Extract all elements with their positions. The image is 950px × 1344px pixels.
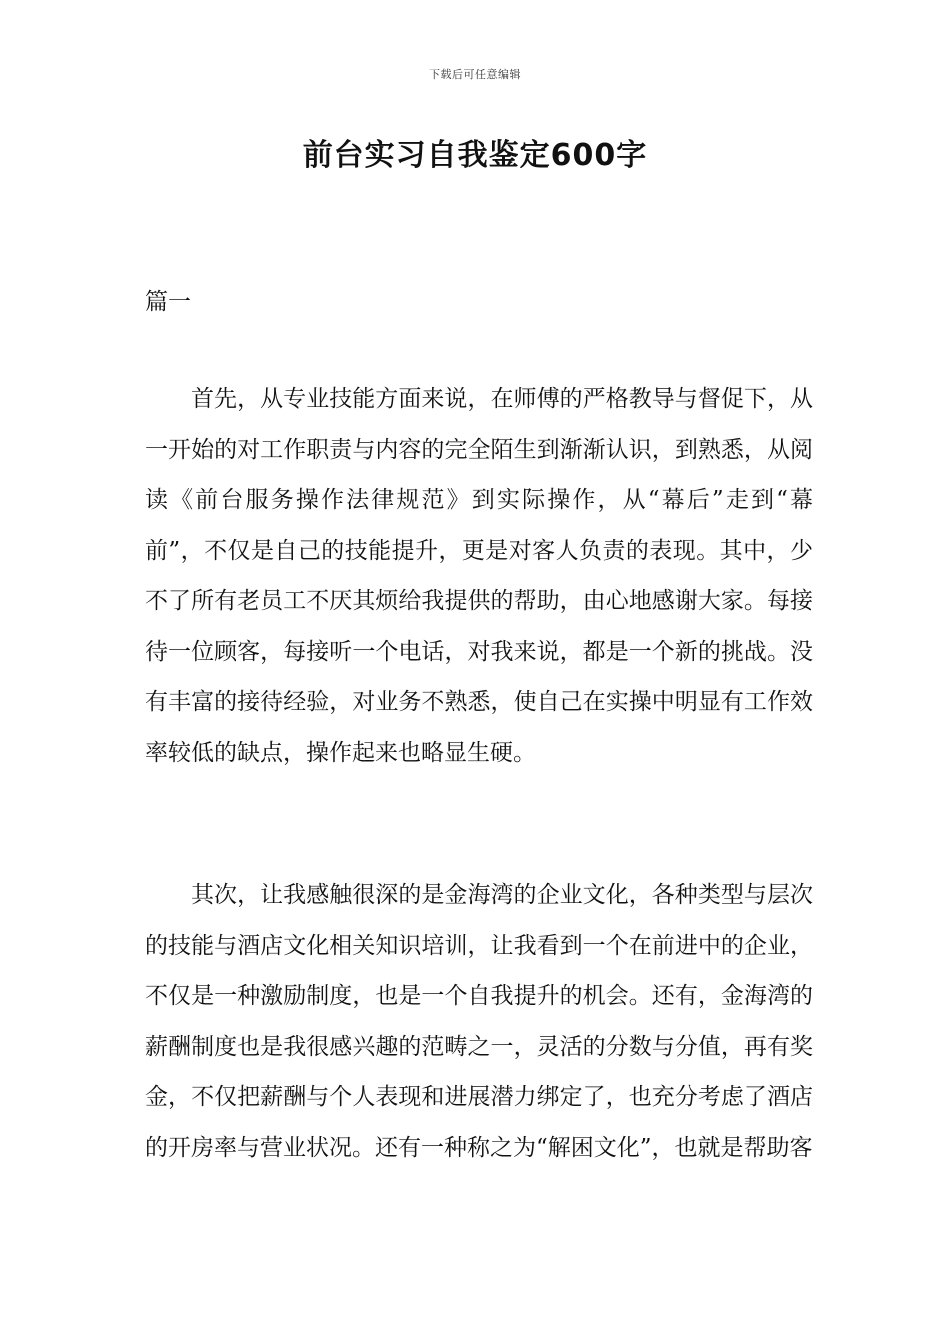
section-label: 篇一 bbox=[145, 289, 191, 315]
header-note: 下载后可任意编辑 bbox=[429, 68, 521, 81]
paragraph-2: 其次，让我感触很深的是金海湾的企业文化，各种类型与层次的技能与酒店文化相关知识培训，让我看到一个在前进中的企业，不仅是一种激励制度，也是一个自我提升的机会。还有，金海湾的薪酬制度也是我很感兴趣的范畴之一，灵活的分数与分值，再有奖金，不仅把薪酬与个人表现和进展潜力绑定了，也充分考虑了酒店的开房率与营业状况。还有一种称之为“解困文化”，也就是帮助客 bbox=[145, 882, 813, 1161]
document-title: 前台实习自我鉴定600字 bbox=[302, 138, 648, 173]
paragraph-1: 首先，从专业技能方面来说，在师傅的严格教导与督促下，从一开始的对工作职责与内容的完全陌生到渐渐认识，到熟悉，从阅读《前台服务操作法律规范》到实际操作，从“幕后”走到“幕前”，不仅是自己的技能提升，更是对客人负责的表现。其中，少不了所有老员工不厌其烦给我提供的帮助，由心地感谢大家。每接待一位顾客，每接听一个电话，对我来说，都是一个新的挑战。没有丰富的接待经验，对业务不熟悉，使自己在实操中明显有工作效率较低的缺点，操作起来也略显生硬。 bbox=[145, 386, 813, 766]
